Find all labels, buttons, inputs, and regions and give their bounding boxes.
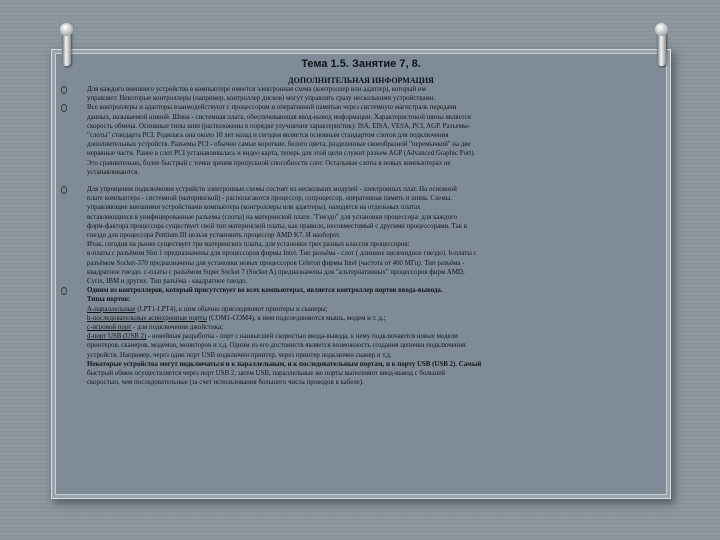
port-text: (LPT1-LPT4), к ним обычно присоединяют принтеры и сканеры; xyxy=(135,305,328,313)
text-line: плате компьютера - системной (материнской) - располагаются процессор, сопроцессор, оперативная память и шина. Схемы, xyxy=(87,195,453,203)
bullet-icon xyxy=(61,186,67,194)
port-item xyxy=(87,332,661,341)
bullet-icon xyxy=(61,86,67,94)
text-line: управляет. Некоторые контроллеры (например, контроллер дисков) могут управлять сразу несколькими устройствами. xyxy=(87,95,436,103)
port-name: А-параллельные xyxy=(87,305,136,313)
text-line: квадратное гнездо. c-платы с разъёмом Super Socket 7 (Socket A) предназначены для "альтернативных" процессоров фирм AMD, xyxy=(87,268,465,276)
paragraph-ports xyxy=(87,286,661,387)
text-line: принтеров, сканеров, модемов, мониторов и т.д. Одним из его достоинств является возможность создания цепочки подключения xyxy=(87,342,466,350)
text-line: Это сравнительно, более быстрый с точки зрения пропускной способности слот. Остальные слоты в новых компьютерах не xyxy=(87,159,451,167)
text-line: в-платы с разъёмом Slot 1 предназначены для процессоров фирмы Intel. Тип разъёма - слот ( длинное щелевидное гнездо). b-платы с xyxy=(87,250,477,258)
text-line: неравные части. Ранее в слот PCI устанавливалась и видео карта, теперь для этой цели служит разъем AGP (Advanced Graphic Port). xyxy=(87,150,476,158)
text-line: управляющие внешними устройствами компьютера (контроллеры или адаптеры), находятся на отдельных платах xyxy=(87,204,421,212)
text-line: Cyrix, IBM и других. Тип разъёма - квадратное гнездо. xyxy=(87,278,248,286)
text-line: разъёмом Socket-370 предназначены для установки новых процессоров Celeron фирмы Intel (частота от 400 МГц). Тип разъёма - xyxy=(87,259,465,267)
text-line: форм-фактора процессора существует свой тип материнской платы, как правило, несовместимый с другими процессорами. Так в xyxy=(87,222,468,230)
text-line: данных, называемой шиной. Шина - системная плата, обеспечивающая ввод-вывод информации. Характеристикой шины является xyxy=(87,113,471,121)
text-line: гнездо для процессора Pentium III нельзя установить процессор AMD K7. И наоборот. xyxy=(87,232,341,240)
text-line: Некоторые устройства могут подключаться и к параллельным, и к последовательным портам, и к порту USB (USB 2). Самый xyxy=(87,360,482,368)
bullet-icon xyxy=(61,104,67,112)
paragraph-controllers xyxy=(87,85,661,103)
port-text: (COM1-COM4), к ним подсоединяются мышь, модем и т. д.; xyxy=(207,314,386,322)
slide-content xyxy=(87,85,661,388)
text-line: Одним из контроллеров, который присутствует во всех компьютерах, является контроллер портов ввода-вывода. xyxy=(87,287,443,295)
text-line: дополнительных устройств. Разъемы PCI - обычно самые короткие, белого цвета, разделенные своеобразной "перемычкой" на две xyxy=(87,141,471,149)
text-line: Для упрощения подключения устройств электронные схемы состоят из нескольких модулей - электронных плат. На основной xyxy=(87,186,457,194)
text-line: устройств. Например, через один порт USB подключен принтер, через принтер подключен сканер и т.д. xyxy=(87,351,392,359)
text-line: скорость обмена. Основные типы шин (расположены в порядке улучшения характеристик): ISA, EISA, VESA, PCI, AGP. Разъемы- xyxy=(87,122,471,130)
text-line: быстрый обмен осуществляется через порт USB 2, затем USB, параллельные же порты выполняют ввод-вывод с большей xyxy=(87,370,445,378)
port-name: d-порт USB (USB 2) xyxy=(87,333,147,341)
port-item xyxy=(87,323,661,332)
text-line: "слоты" стандарта PCI. Родилась она около 10 лет назад и сегодня является основным стандартом слотов для подключения xyxy=(87,132,449,140)
text-line: устанавливаются. xyxy=(87,168,140,176)
text-line: Для каждого внешнего устройства в компьютере имеется электронная схема (контроллер или адаптер), который им xyxy=(87,86,426,93)
bullet-icon xyxy=(61,287,67,295)
port-name: b-последовательные асинхронные порты xyxy=(87,314,207,322)
text-line: Итак, сегодня на рынке существует три материнских платы, для установки трех разных классов процессоров: xyxy=(87,241,410,249)
paragraph-bus xyxy=(87,103,661,177)
port-item xyxy=(87,305,661,314)
text-line: скоростью, чем последовательные (за счет использования большего числа проводов в кабеле). xyxy=(87,379,364,387)
section-heading: ДОПОЛНИТЕЛЬНАЯ ИНФОРМАЦИЯ xyxy=(288,76,434,85)
text-line: вставляющихся в унифицированные разъемы (слоты) на материнской плате. "Гнездо" для установки процессора: для каждого xyxy=(87,213,458,221)
text-line: Типы портов: xyxy=(87,296,131,304)
slide-title: Тема 1.5. Занятие 7, 8. xyxy=(301,58,421,70)
port-item xyxy=(87,314,661,323)
paragraph-motherboard xyxy=(87,185,661,286)
text-line: Все контроллеры и адаптеры взаимодействуют с процессором и оперативной памятью через системную магистраль передачи xyxy=(87,104,457,112)
port-text: - для подключения джойстика; xyxy=(131,324,224,332)
port-text: - новейшая разработка - порт с наивысшей скоростью ввода-вывода, к нему подключаются новые модели xyxy=(146,333,458,341)
port-name: c-игровой порт xyxy=(87,324,132,332)
